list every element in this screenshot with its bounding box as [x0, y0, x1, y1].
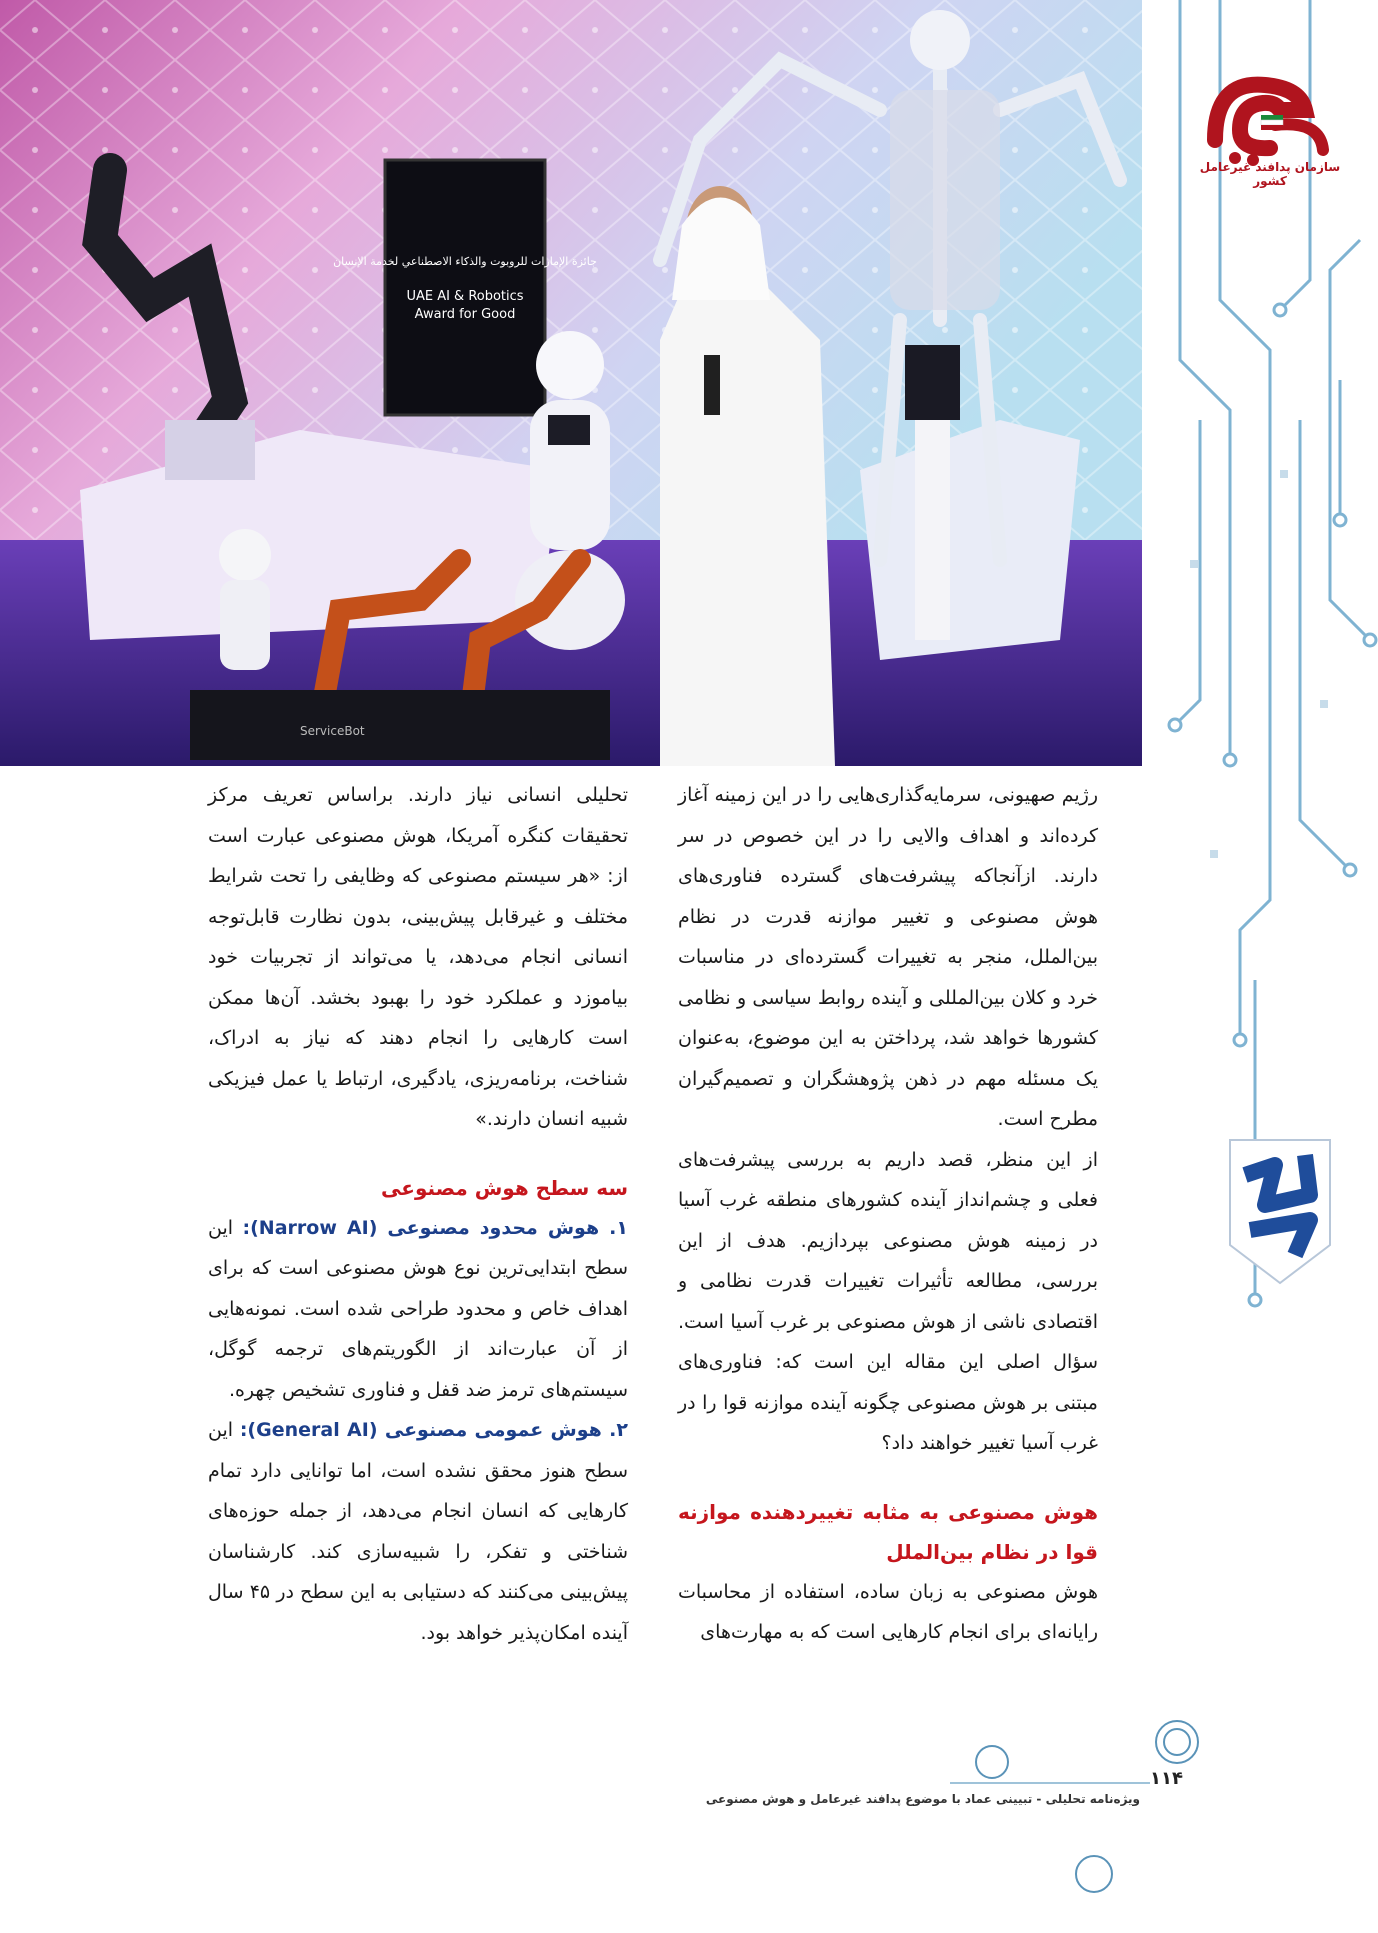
emad-logo — [1225, 1135, 1335, 1285]
section-heading: هوش مصنوعی به مثابه تغییردهنده موازنه قوا در نظام بین‌الملل — [678, 1499, 1098, 1564]
list-item-title: ۲. هوش عمومی مصنوعی (General AI): — [239, 1419, 628, 1441]
text-column-right — [678, 775, 1098, 1653]
circuit-pattern — [1160, 0, 1378, 1929]
list-item-title: ۱. هوش محدود مصنوعی (Narrow AI): — [242, 1216, 628, 1239]
display-en-2: Award for Good — [414, 307, 516, 322]
page-number: ۱۱۴ — [1150, 1768, 1183, 1789]
concentric-circles — [1075, 1855, 1113, 1893]
footer-divider — [950, 1782, 1150, 1784]
robot-base-label: ServiceBot — [300, 724, 365, 738]
paragraph: هوش مصنوعی به زبان ساده، استفاده از محاسبات رایانه‌ای برای انجام کارهایی است که به مهارت‌های — [678, 1580, 1098, 1643]
paragraph: از این منظر، قصد داریم به بررسی پیشرفت‌های فعلی و چشم‌انداز آینده کشورهای منطقه غرب آسیا در زمینه هوش مصنوعی بپردازیم. هدف از این بررسی، مطالعه تأثیرات تغییرات قدرت نظامی و اقتصادی ناشی از هوش مصنوعی بر غرب آسیا است. سؤال اصلی این مقاله این است که: فناوری‌های مبتنی بر هوش مصنوعی چگونه آینده موازنه قوا را در غرب آسیا تغییر خواهند داد؟ — [678, 1148, 1098, 1454]
display-en-1: UAE AI & Robotics — [406, 289, 524, 304]
section-heading: سه سطح هوش مصنوعی — [381, 1175, 628, 1200]
text-column-left — [208, 775, 628, 1653]
article-photo — [0, 0, 1142, 766]
list-item-text: این سطح ابتدایی‌ترین نوع هوش مصنوعی است که برای اهداف خاص و محدود طراحی شده است. نمونه‌هایی از آن عبارت‌اند از الگوریتم‌های ترجمه گوگل، سیستم‌های ترمز ضد قفل و فناوری تشخیص چهره. — [208, 1216, 628, 1401]
paragraph: رژیم صهیونی، سرمایه‌گذاری‌هایی را در این زمینه آغاز کرده‌اند و اهداف والایی را در این خصوص در سر دارند. ازآنجاکه پیشرفت‌های گسترده فناوری‌های هوش مصنوعی و تغییر موازنه قدرت در نظام بین‌الملل، منجر به تغییرات گسترده‌ای در مناسبات خرد و کلان بین‌المللی و آینده روابط سیاسی و نظامی کشورها خواهد شد، پرداختن به این موضوع، به‌عنوان یک مسئله مهم در ذهن پژوهشگران و تصمیم‌گیران مطرح است. — [678, 784, 1098, 1130]
display-arabic: جائزة الإمارات للروبوت والذكاء الاصطناعي لخدمة الإنسان — [333, 255, 597, 268]
concentric-circles — [1163, 1728, 1191, 1756]
logo-caption: سازمان پدافند غیرعامل کشور — [1199, 160, 1341, 188]
paragraph: تحلیلی انسانی نیاز دارند. براساس تعریف مرکز تحقیقات کنگره آمریکا، هوش مصنوعی عبارت است از: «هر سیستم مصنوعی که وظایفی را تحت شرایط مختلف و غیرقابل پیش‌بینی، بدون نظارت قابل‌توجه انسانی انجام می‌دهد، یا می‌تواند از تجربیات خود بیاموزد و عملکرد خود را بهبود بخشد. آن‌ها ممکن است کارهایی را انجام دهند که نیاز به ادراک، شناخت، برنامه‌ریزی، یادگیری، ارتباط یا عمل فیزیکی شبیه انسان دارند.» — [208, 784, 628, 1130]
list-item — [208, 1410, 628, 1653]
concentric-circles — [975, 1745, 1009, 1779]
list-item-text: این سطح هنوز محقق نشده است، اما توانایی دارد تمام کارهایی که انسان انجام می‌دهد، از جمله حوزه‌های شناختی و تفکر، را شبیه‌سازی کند. کارشناسان پیش‌بینی می‌کنند که دستیابی به این سطح در ۴۵ سال آینده امکان‌پذیر خواهد بود. — [208, 1419, 628, 1644]
list-item — [208, 1208, 628, 1411]
footer-text: ویژه‌نامه تحلیلی - تبیینی عماد با موضوع پدافند غیرعامل و هوش مصنوعی — [705, 1792, 1140, 1806]
